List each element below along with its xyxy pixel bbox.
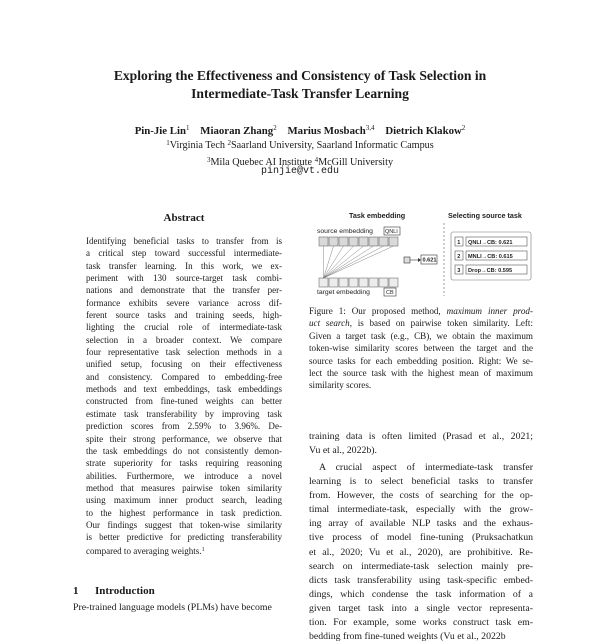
author-affil-mark: 1 — [186, 124, 190, 132]
source-cell — [319, 237, 328, 246]
rank-number: 3 — [457, 267, 461, 274]
caption-line — [309, 305, 533, 317]
paragraph-line: A crucial aspect of intermediate-task transfer — [319, 462, 533, 473]
affil-text: Saarland University, Saarland Informatic Campus — [230, 140, 434, 151]
contact-email[interactable]: pinjie@vt.edu — [260, 166, 339, 177]
source-cell — [379, 237, 388, 246]
target-cell — [389, 278, 398, 287]
abstract-line: nations and demonstrate that the transfer per- — [86, 285, 282, 296]
abstract-line: Identifying beneficial tasks to transfer from is — [86, 236, 282, 246]
caption-emphasis: maximum inner prod- — [446, 306, 533, 316]
target-cell — [339, 278, 348, 287]
rank-entry-text: MNLI→CB: 0.615 — [468, 253, 513, 260]
abstract-line: methods and text embeddings, task embeddings — [86, 384, 282, 395]
right-paragraph-1 — [309, 430, 533, 458]
source-embedding-cells — [319, 237, 398, 246]
fig-source-tag: QNLI — [385, 229, 398, 235]
abstract-line: prediction scores from 2.59% to 3.96%. De- — [86, 421, 282, 432]
abstract-line: abilities. Furthermore, we introduce a novel — [86, 470, 282, 481]
abstract-heading: Abstract — [163, 212, 205, 224]
target-embedding-cells — [319, 278, 398, 287]
author-affil-mark: 3,4 — [365, 124, 375, 132]
similarity-line — [324, 246, 354, 278]
abstract-line: Our findings suggest that token-wise similarity — [86, 519, 282, 530]
affil-mark: 2 — [227, 139, 231, 147]
paragraph-line: timal intermediate-task, especially with the grow- — [309, 504, 533, 516]
fig-target-tag: CB — [386, 290, 394, 296]
title-line-2: Intermediate-Task Transfer Learning — [191, 86, 409, 101]
paragraph-line: tive process of model fine-tuning (Pruksachatkun — [309, 532, 533, 544]
section-title: Introduction — [95, 585, 155, 597]
abstract-line: is better predictive for predicting transferability — [86, 532, 282, 543]
similarity-line — [324, 246, 374, 278]
affil-text: Mila Quebec AI Institute — [210, 157, 315, 168]
source-cell — [359, 237, 368, 246]
similarity-line — [324, 246, 344, 278]
source-cell — [339, 237, 348, 246]
right-paragraph-2 — [309, 461, 533, 644]
figure-1-caption — [309, 305, 533, 392]
caption-line — [309, 355, 533, 367]
abstract-line: and consistency. Compared to embedding-free — [86, 371, 282, 382]
abstract-line: to the highest performance in task prediction. — [86, 507, 282, 518]
title-line-1: Exploring the Effectiveness and Consistency of Task Selection in — [113, 68, 487, 83]
paragraph-line: dings, which condense the task information of a — [309, 588, 533, 600]
abstract-line: ferent source tasks and training seeds, high- — [86, 310, 282, 321]
paragraph-line: learning is to select beneficial tasks to transfer — [309, 476, 533, 488]
caption-text: Figure 1: Our proposed method, — [309, 306, 447, 316]
caption-line — [309, 367, 533, 379]
abstract-line: a critical step toward successful intermediate- — [86, 248, 282, 259]
caption-line — [309, 330, 533, 342]
target-cell — [329, 278, 338, 287]
abstract-line: periment with 130 source-target task combi- — [86, 273, 282, 284]
paragraph-line: from. However, the costs of searching for the op- — [309, 490, 533, 502]
abstract-line: constructed from fine-tuned weights can better — [86, 396, 282, 407]
caption-line — [309, 342, 533, 354]
abstract-line: estimate task transferability by improving task — [86, 408, 282, 419]
affil-mark: 3 — [206, 156, 211, 164]
author-name: Pin-Jie Lin — [134, 125, 186, 137]
rank-entry-text: QNLI→CB: 0.621 — [468, 239, 513, 246]
caption-text: , is based on pairwise token similarity. Left: — [349, 318, 533, 329]
caption-emphasis: uct search — [309, 318, 350, 329]
similarity-line — [324, 246, 394, 278]
author-affil-mark: 2 — [273, 124, 277, 132]
fig-arrowhead — [418, 258, 421, 262]
source-cell — [329, 237, 338, 246]
affil-text: Virginia Tech — [169, 140, 228, 151]
paragraph-line: Vu et al., 2022b). — [309, 445, 377, 457]
target-cell — [379, 278, 388, 287]
abstract-line: strate superiority for tasks requiring reasoning — [86, 458, 282, 469]
similarity-lines — [324, 246, 394, 278]
affil-text: McGill University — [318, 157, 394, 168]
source-cell — [349, 237, 358, 246]
paragraph-line: et al., 2020; Vu et al., 2020), are prohibitive. Re- — [309, 546, 533, 558]
fig-score-value: 0.621 — [422, 257, 437, 264]
rank-entry-text: Drop→CB: 0.595 — [468, 267, 513, 274]
abstract-line: method that measures pairwise token similarity — [86, 482, 282, 493]
affiliation-line — [0, 136, 600, 153]
paragraph-line: dicts task transferability using task-specific embed- — [309, 574, 533, 586]
similarity-line — [324, 246, 334, 278]
abstract-line: four representative task selection methods in a — [86, 347, 282, 358]
abstract-line: formance exhibits severe variance across dif- — [86, 297, 282, 308]
abstract-line: spite their strong performance, we observe that — [86, 433, 282, 444]
target-cell — [359, 278, 368, 287]
fig-max-box — [404, 257, 410, 263]
figure-1-diagram — [315, 210, 536, 298]
caption-text: source tasks for each embedding position. Right: We se- — [309, 355, 533, 366]
rank-number: 1 — [457, 239, 461, 246]
caption-text: token-wise similarity scores between the target and the — [309, 343, 533, 354]
caption-text: Given a target task (e.g., CB), we obtain the maximum — [309, 330, 533, 341]
paragraph-line: given target task into a single vector representa- — [309, 602, 533, 614]
target-cell — [319, 278, 328, 287]
similarity-line — [324, 246, 384, 278]
caption-text: lect the source task with the highest mean of maximum — [309, 368, 533, 379]
author-affil-mark: 2 — [461, 124, 466, 132]
intro-first-line: Pre-trained language models (PLMs) have become — [73, 602, 272, 613]
target-cell — [369, 278, 378, 287]
paragraph-line: tion. For example, some works construct task em- — [309, 617, 533, 629]
caption-line — [309, 379, 533, 391]
source-cell — [369, 237, 378, 246]
author-name: Miaoran Zhang — [200, 125, 274, 137]
affil-mark: 1 — [166, 139, 170, 147]
section-heading-introduction — [73, 585, 293, 597]
rank-number: 2 — [457, 253, 461, 260]
abstract-line: compared to averaging weights.$^1$ — [86, 545, 205, 556]
abstract-line: using maximum inner product search, leading — [86, 495, 282, 506]
fig-right-heading: Selecting source task — [448, 211, 522, 220]
source-cell — [389, 237, 398, 246]
author-name: Dietrich Klakow — [385, 125, 462, 137]
similarity-line — [324, 246, 364, 278]
footnote-mark: 1 — [201, 546, 205, 553]
section-number: 1 — [73, 585, 79, 597]
fig-target-label: target embedding — [317, 289, 370, 296]
caption-text: similarity scores. — [309, 380, 372, 391]
abstract-line: lighting the crucial role of intermediate-task — [86, 322, 282, 333]
abstract-body — [86, 235, 282, 557]
abstract-line: unified setup, focusing on their effectiveness — [86, 359, 282, 370]
affil-mark: 4 — [314, 156, 319, 164]
paragraph-line: search on intermediate-task selection mainly pre- — [309, 560, 533, 572]
target-cell — [349, 278, 358, 287]
abstract-line: task transfer learning. In this work, we ex- — [86, 260, 282, 271]
caption-line — [309, 317, 533, 329]
fig-source-label: source embedding — [317, 228, 373, 235]
paper-title — [0, 67, 600, 103]
author-name: Marius Mosbach — [287, 125, 366, 137]
paragraph-line: ing array of available NLP tasks and the exhaus- — [309, 518, 533, 530]
abstract-line: selection in a broader context. We compare — [86, 334, 282, 345]
ranking-rows — [455, 237, 527, 274]
fig-left-heading: Task embedding — [349, 211, 406, 220]
abstract-line: the task embeddings do not consistently demon- — [86, 445, 282, 456]
paragraph-line: training data is often limited (Prasad et al., 2021; — [309, 431, 533, 442]
paragraph-line: bedding from fine-tuned weights (Vu et al., 2022b — [309, 631, 506, 643]
